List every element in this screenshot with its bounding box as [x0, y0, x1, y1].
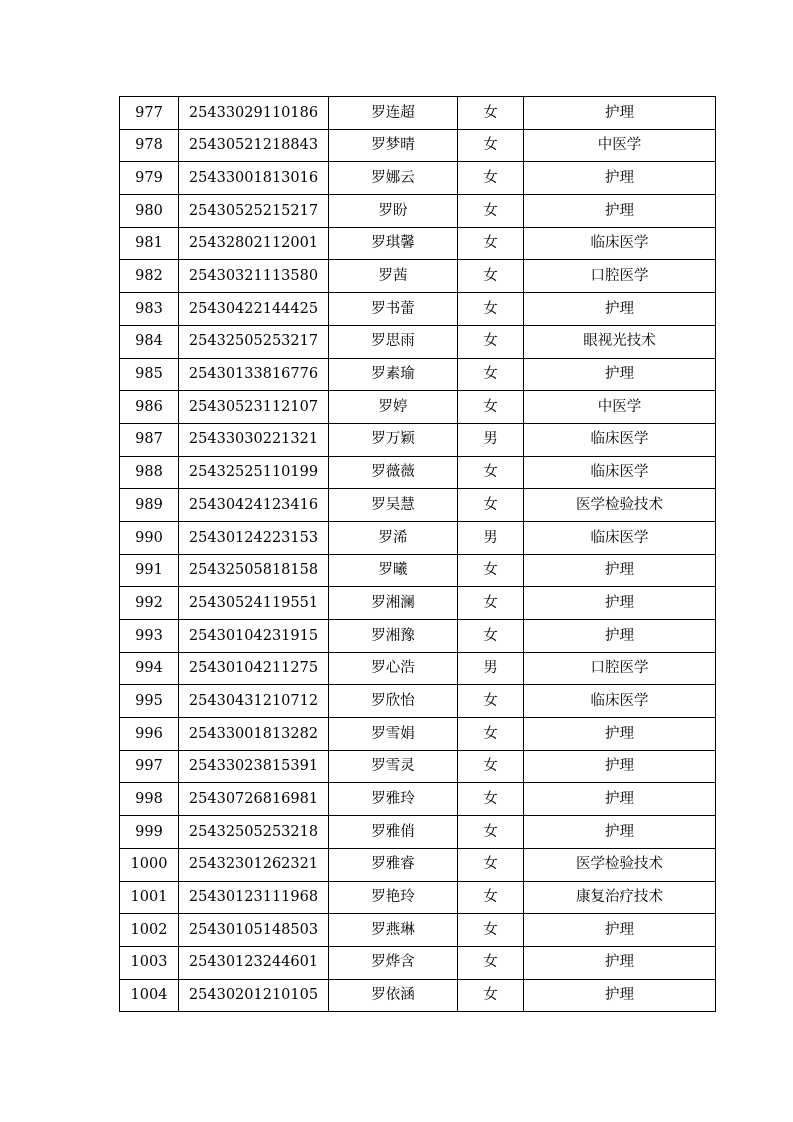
student-id: 25430525215217	[179, 195, 329, 228]
table-row	[120, 881, 716, 914]
student-major: 中医学	[524, 391, 716, 424]
table-row	[120, 554, 716, 587]
student-name: 罗雪灵	[329, 750, 458, 783]
student-gender: 女	[458, 260, 524, 293]
row-number: 984	[120, 325, 179, 358]
student-name: 罗湘豫	[329, 620, 458, 653]
row-number: 979	[120, 162, 179, 195]
student-gender: 女	[458, 946, 524, 979]
student-name: 罗心浩	[329, 652, 458, 685]
student-name: 罗盼	[329, 195, 458, 228]
student-name: 罗梦晴	[329, 129, 458, 162]
student-id: 25430133816776	[179, 358, 329, 391]
student-id: 25430321113580	[179, 260, 329, 293]
student-major: 护理	[524, 620, 716, 653]
student-name: 罗湘澜	[329, 587, 458, 620]
table-row	[120, 129, 716, 162]
student-gender: 女	[458, 620, 524, 653]
student-gender: 女	[458, 358, 524, 391]
student-gender: 女	[458, 848, 524, 881]
student-id: 25430104231915	[179, 620, 329, 653]
student-name: 罗依涵	[329, 979, 458, 1012]
student-major: 护理	[524, 914, 716, 947]
roster-table-body	[120, 97, 716, 1012]
student-major: 临床医学	[524, 685, 716, 718]
row-number: 1003	[120, 946, 179, 979]
student-gender: 女	[458, 129, 524, 162]
student-gender: 女	[458, 587, 524, 620]
student-major: 口腔医学	[524, 652, 716, 685]
table-row	[120, 358, 716, 391]
student-major: 护理	[524, 97, 716, 130]
student-gender: 女	[458, 685, 524, 718]
student-major: 护理	[524, 816, 716, 849]
student-gender: 女	[458, 914, 524, 947]
student-id: 25432505253218	[179, 816, 329, 849]
student-name: 罗吴慧	[329, 489, 458, 522]
student-id: 25432525110199	[179, 456, 329, 489]
student-gender: 女	[458, 489, 524, 522]
row-number: 989	[120, 489, 179, 522]
student-name: 罗琪馨	[329, 227, 458, 260]
student-roster-table	[119, 96, 716, 1012]
student-id: 25430123244601	[179, 946, 329, 979]
student-id: 25433001813282	[179, 718, 329, 751]
student-name: 罗浠	[329, 521, 458, 554]
row-number: 997	[120, 750, 179, 783]
student-name: 罗思雨	[329, 325, 458, 358]
row-number: 978	[120, 129, 179, 162]
student-name: 罗雅俏	[329, 816, 458, 849]
student-id: 25430124223153	[179, 521, 329, 554]
table-row	[120, 293, 716, 326]
student-id: 25432802112001	[179, 227, 329, 260]
student-major: 护理	[524, 162, 716, 195]
table-row	[120, 227, 716, 260]
student-id: 25430201210105	[179, 979, 329, 1012]
student-name: 罗万颖	[329, 423, 458, 456]
row-number: 991	[120, 554, 179, 587]
student-id: 25433030221321	[179, 423, 329, 456]
student-major: 临床医学	[524, 423, 716, 456]
student-major: 中医学	[524, 129, 716, 162]
student-id: 25430726816981	[179, 783, 329, 816]
student-major: 康复治疗技术	[524, 881, 716, 914]
student-name: 罗艳玲	[329, 881, 458, 914]
student-gender: 女	[458, 750, 524, 783]
student-name: 罗雪娟	[329, 718, 458, 751]
table-row	[120, 391, 716, 424]
student-id: 25430431210712	[179, 685, 329, 718]
row-number: 1002	[120, 914, 179, 947]
row-number: 986	[120, 391, 179, 424]
table-row	[120, 750, 716, 783]
table-row	[120, 979, 716, 1012]
student-major: 护理	[524, 979, 716, 1012]
table-row	[120, 260, 716, 293]
student-id: 25430424123416	[179, 489, 329, 522]
student-major: 眼视光技术	[524, 325, 716, 358]
row-number: 1004	[120, 979, 179, 1012]
student-id: 25430422144425	[179, 293, 329, 326]
student-major: 口腔医学	[524, 260, 716, 293]
table-row	[120, 848, 716, 881]
student-major: 护理	[524, 718, 716, 751]
student-name: 罗茜	[329, 260, 458, 293]
student-gender: 男	[458, 423, 524, 456]
table-row	[120, 620, 716, 653]
table-row	[120, 325, 716, 358]
student-gender: 男	[458, 652, 524, 685]
student-id: 25433001813016	[179, 162, 329, 195]
student-id: 25432505253217	[179, 325, 329, 358]
table-row	[120, 423, 716, 456]
student-name: 罗曦	[329, 554, 458, 587]
student-id: 25433029110186	[179, 97, 329, 130]
student-gender: 女	[458, 881, 524, 914]
student-major: 护理	[524, 195, 716, 228]
table-row	[120, 652, 716, 685]
table-row	[120, 914, 716, 947]
table-row	[120, 685, 716, 718]
student-name: 罗欣怡	[329, 685, 458, 718]
student-name: 罗书蕾	[329, 293, 458, 326]
table-row	[120, 521, 716, 554]
row-number: 995	[120, 685, 179, 718]
row-number: 998	[120, 783, 179, 816]
student-gender: 女	[458, 816, 524, 849]
table-row	[120, 783, 716, 816]
student-name: 罗烨含	[329, 946, 458, 979]
student-id: 25430521218843	[179, 129, 329, 162]
row-number: 996	[120, 718, 179, 751]
student-major: 护理	[524, 358, 716, 391]
student-gender: 女	[458, 391, 524, 424]
row-number: 977	[120, 97, 179, 130]
student-gender: 女	[458, 783, 524, 816]
student-major: 医学检验技术	[524, 489, 716, 522]
student-major: 护理	[524, 587, 716, 620]
student-name: 罗雅玲	[329, 783, 458, 816]
table-row	[120, 456, 716, 489]
student-id: 25430523112107	[179, 391, 329, 424]
student-id: 25433023815391	[179, 750, 329, 783]
row-number: 992	[120, 587, 179, 620]
student-major: 护理	[524, 750, 716, 783]
student-name: 罗连超	[329, 97, 458, 130]
table-row	[120, 97, 716, 130]
row-number: 1000	[120, 848, 179, 881]
student-gender: 女	[458, 979, 524, 1012]
student-id: 25430105148503	[179, 914, 329, 947]
student-id: 25430123111968	[179, 881, 329, 914]
student-name: 罗雅睿	[329, 848, 458, 881]
table-row	[120, 195, 716, 228]
table-row	[120, 489, 716, 522]
student-gender: 女	[458, 97, 524, 130]
student-gender: 女	[458, 718, 524, 751]
student-gender: 女	[458, 227, 524, 260]
student-name: 罗娜云	[329, 162, 458, 195]
student-id: 25432301262321	[179, 848, 329, 881]
table-row	[120, 718, 716, 751]
row-number: 993	[120, 620, 179, 653]
student-gender: 男	[458, 521, 524, 554]
student-gender: 女	[458, 195, 524, 228]
row-number: 988	[120, 456, 179, 489]
row-number: 999	[120, 816, 179, 849]
row-number: 982	[120, 260, 179, 293]
student-gender: 女	[458, 554, 524, 587]
student-major: 临床医学	[524, 456, 716, 489]
table-row	[120, 816, 716, 849]
student-gender: 女	[458, 293, 524, 326]
student-gender: 女	[458, 456, 524, 489]
row-number: 1001	[120, 881, 179, 914]
student-gender: 女	[458, 162, 524, 195]
student-major: 护理	[524, 783, 716, 816]
student-major: 医学检验技术	[524, 848, 716, 881]
student-major: 护理	[524, 293, 716, 326]
row-number: 990	[120, 521, 179, 554]
row-number: 994	[120, 652, 179, 685]
row-number: 985	[120, 358, 179, 391]
student-name: 罗素瑜	[329, 358, 458, 391]
student-id: 25430524119551	[179, 587, 329, 620]
row-number: 987	[120, 423, 179, 456]
table-row	[120, 946, 716, 979]
student-gender: 女	[458, 325, 524, 358]
student-major: 护理	[524, 946, 716, 979]
row-number: 983	[120, 293, 179, 326]
student-name: 罗婷	[329, 391, 458, 424]
student-id: 25432505818158	[179, 554, 329, 587]
row-number: 980	[120, 195, 179, 228]
student-major: 护理	[524, 554, 716, 587]
table-row	[120, 587, 716, 620]
student-major: 临床医学	[524, 227, 716, 260]
student-major: 临床医学	[524, 521, 716, 554]
student-id: 25430104211275	[179, 652, 329, 685]
table-row	[120, 162, 716, 195]
row-number: 981	[120, 227, 179, 260]
student-name: 罗薇薇	[329, 456, 458, 489]
student-name: 罗燕琳	[329, 914, 458, 947]
